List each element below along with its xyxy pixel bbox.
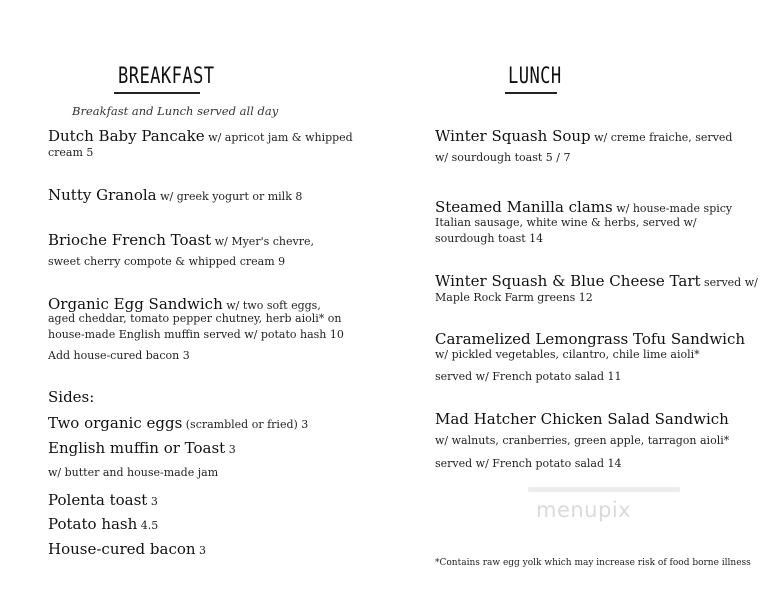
item-name: Nutty Granola (48, 186, 157, 204)
side-item-house-cured-bacon (48, 539, 206, 558)
item-name: Potato hash (48, 515, 138, 533)
item-name: Organic Egg Sandwich (48, 295, 223, 313)
item-description: w/ apricot jam & whipped (204, 131, 353, 144)
item-description-line: Italian sausage, white wine & herbs, served w/ (435, 216, 697, 229)
item-price: 4.5 (137, 519, 159, 532)
item-description: w/ house-made spicy (612, 202, 733, 215)
item-description: served w/ (700, 276, 758, 289)
menu-item-mad-hatcher-chicken-salad-sandwich: Mad Hatcher Chicken Salad Sandwich (435, 410, 729, 428)
item-name: Dutch Baby Pancake (48, 127, 205, 145)
item-name: Winter Squash Soup (435, 127, 591, 145)
menupix-watermark: menupix (536, 498, 632, 522)
menu-item-winter-squash-soup (435, 126, 732, 145)
item-name: House-cured bacon (48, 540, 196, 558)
item-description-line: cream 5 (48, 146, 94, 159)
watermark-bar (528, 487, 680, 492)
item-description-line: house-made English muffin served w/ potato hash 10 (48, 328, 344, 341)
add-on-line: Add house-cured bacon 3 (48, 349, 190, 362)
item-description-line: w/ butter and house-made jam (48, 466, 219, 479)
menu-item-organic-egg-sandwich (48, 294, 321, 313)
item-description: w/ creme fraiche, served (590, 131, 733, 144)
item-description-line: sweet cherry compote & whipped cream 9 (48, 255, 286, 268)
menu-item-nutty-granola (48, 185, 302, 204)
item-description-line: w/ walnuts, cranberries, green apple, tarragon aioli* (435, 434, 730, 447)
raw-egg-footnote: *Contains raw egg yolk which may increase risk of food borne illness (435, 558, 751, 568)
lunch-heading-underline (505, 92, 557, 94)
item-name: Polenta toast (48, 491, 148, 509)
item-description: w/ Myer's chevre, (211, 235, 314, 248)
item-note: (scrambled or fried) 3 (182, 418, 309, 431)
menu-item-caramelized-lemongrass-tofu-sandwich: Caramelized Lemongrass Tofu Sandwich (435, 330, 746, 348)
breakfast-heading: BREAKFAST (118, 64, 215, 89)
item-description-line: served w/ French potato salad 11 (435, 370, 622, 383)
side-item-two-organic-eggs (48, 413, 308, 432)
menu-item-winter-squash-blue-cheese-tart (435, 271, 758, 290)
sides-label: Sides: (48, 388, 95, 406)
item-description-line: aged cheddar, tomato pepper chutney, herb aioli* on (48, 312, 342, 325)
menu-item-steamed-manilla-clams (435, 197, 732, 216)
item-description-line: w/ pickled vegetables, cilantro, chile lime aioli* (435, 348, 700, 361)
menu-item-dutch-baby-pancake (48, 126, 353, 145)
item-name: Winter Squash & Blue Cheese Tart (435, 272, 701, 290)
item-name: Steamed Manilla clams (435, 198, 613, 216)
item-name: Brioche French Toast (48, 231, 212, 249)
breakfast-heading-underline (114, 92, 200, 94)
side-item-potato-hash (48, 514, 158, 533)
item-description-line: served w/ French potato salad 14 (435, 457, 622, 470)
item-description: w/ two soft eggs, (222, 299, 321, 312)
side-item-english-muffin (48, 438, 236, 457)
menu-item-brioche-french-toast (48, 230, 314, 249)
served-all-day-note: Breakfast and Lunch served all day (72, 104, 279, 118)
lunch-heading: LUNCH (508, 64, 562, 89)
item-price: 3 (195, 544, 207, 557)
item-description: w/ greek yogurt or milk 8 (156, 190, 303, 203)
item-name: English muffin or Toast (48, 439, 226, 457)
item-description-line: sourdough toast 14 (435, 232, 544, 245)
item-price: 3 (225, 443, 236, 456)
side-item-polenta-toast (48, 490, 158, 509)
item-name: Two organic eggs (48, 414, 183, 432)
item-description-line: w/ sourdough toast 5 / 7 (435, 151, 571, 164)
item-description-line: Maple Rock Farm greens 12 (435, 291, 593, 304)
item-price: 3 (147, 495, 158, 508)
